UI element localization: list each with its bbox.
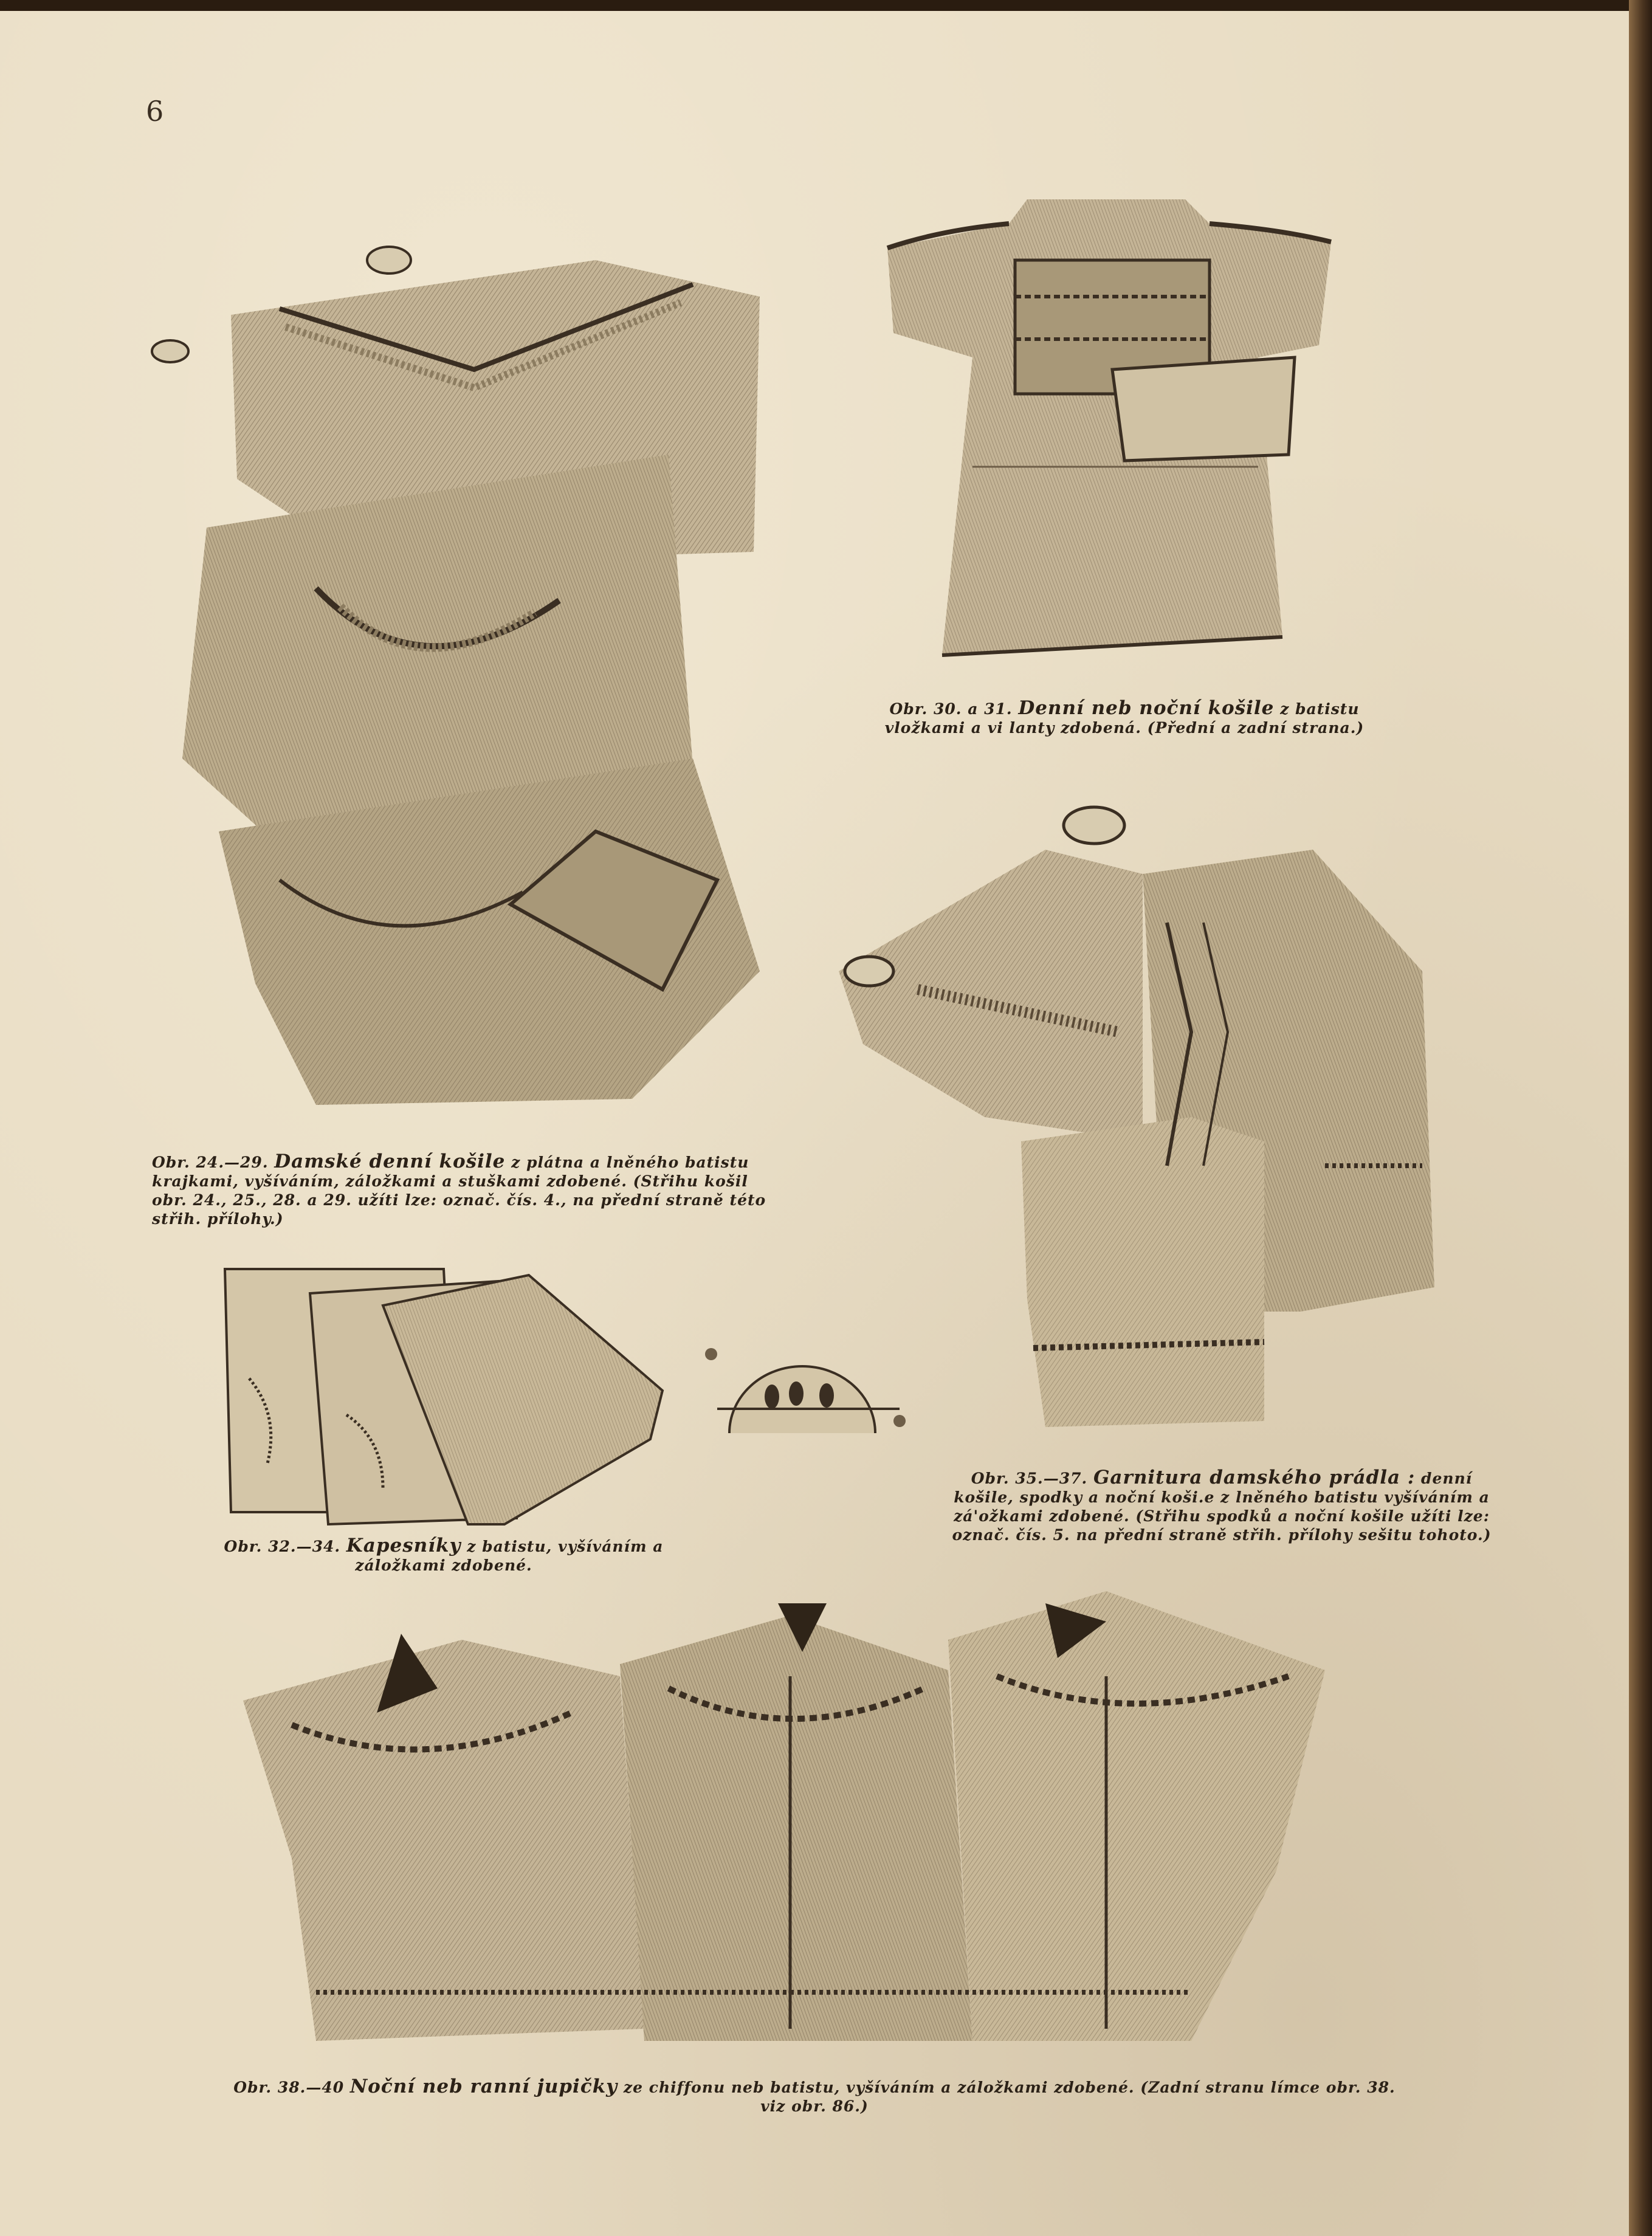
caption-prefix: Obr. 24.—29. (152, 1154, 269, 1171)
engraving-chemises (134, 224, 778, 1141)
caption-text: z plátna a lněného batistu krajkami, vyšíváním, záložkami a stuškami zdobené. (Střihu košil obr. 24., 25., 28. a 29. užíti lze: označ. čís. 4., na přední straně této střih. přílohy.) (152, 1154, 766, 1228)
caption-text: z batistu vložkami a vi lanty zdobená. (Přední a zadní strana.) (884, 700, 1365, 737)
caption-title: Garnitura damského prádla : (1093, 1467, 1416, 1488)
illustration-garnitura-35-37 (827, 777, 1459, 1451)
caption-35-37 (948, 1468, 1495, 1544)
caption-title: Kapesníky (346, 1535, 461, 1557)
caption-prefix: Obr. 35.—37. (971, 1470, 1088, 1487)
illustration-chemise-30-31 (869, 175, 1343, 692)
magazine-page (0, 11, 1629, 2236)
engraving-jackets (243, 1579, 1337, 2053)
caption-32-34 (194, 1536, 693, 1575)
caption-title: Denní neb noční košile (1018, 697, 1275, 719)
caption-prefix: Obr. 30. a 31. (889, 700, 1013, 718)
caption-title: Noční neb ranní jupičky (349, 2076, 618, 2097)
caption-text: denní košile, spodky a noční koši.e z lněného batistu vyšíváním a zá'ožkami zdobené. (Střihu spodků a noční košile užíti lze: označ. čís. 5. na přední straně střih. přílohy sešitu tohoto.) (952, 1470, 1492, 1544)
ornament-birds-vignette (693, 1330, 918, 1451)
page-binding-edge (1629, 0, 1652, 2236)
engraving-chemise-30 (869, 175, 1343, 692)
page-number: 6 (146, 95, 164, 128)
illustration-handkerchiefs-32-34 (213, 1257, 675, 1530)
caption-title: Damské denní košile (274, 1151, 506, 1172)
caption-text: ze chiffonu neb batistu, vyšíváním a záložkami zdobené. (Zadní stranu límce obr. 38. viz obr. 86.) (623, 2079, 1396, 2115)
illustration-jackets-38-40 (243, 1579, 1337, 2053)
caption-prefix: Obr. 38.—40 (233, 2079, 345, 2096)
caption-24-29 (152, 1152, 772, 1228)
caption-text: z batistu, vyšíváním a záložkami zdobené. (355, 1538, 664, 1574)
caption-38-40 (219, 2077, 1410, 2116)
illustration-chemises-24-29 (134, 224, 778, 1141)
birds-ornament-icon (693, 1330, 918, 1451)
engraving-garnitura (827, 777, 1459, 1451)
caption-30-31 (875, 699, 1374, 737)
caption-prefix: Obr. 32.—34. (224, 1538, 341, 1555)
engraving-handkerchiefs (213, 1257, 675, 1530)
